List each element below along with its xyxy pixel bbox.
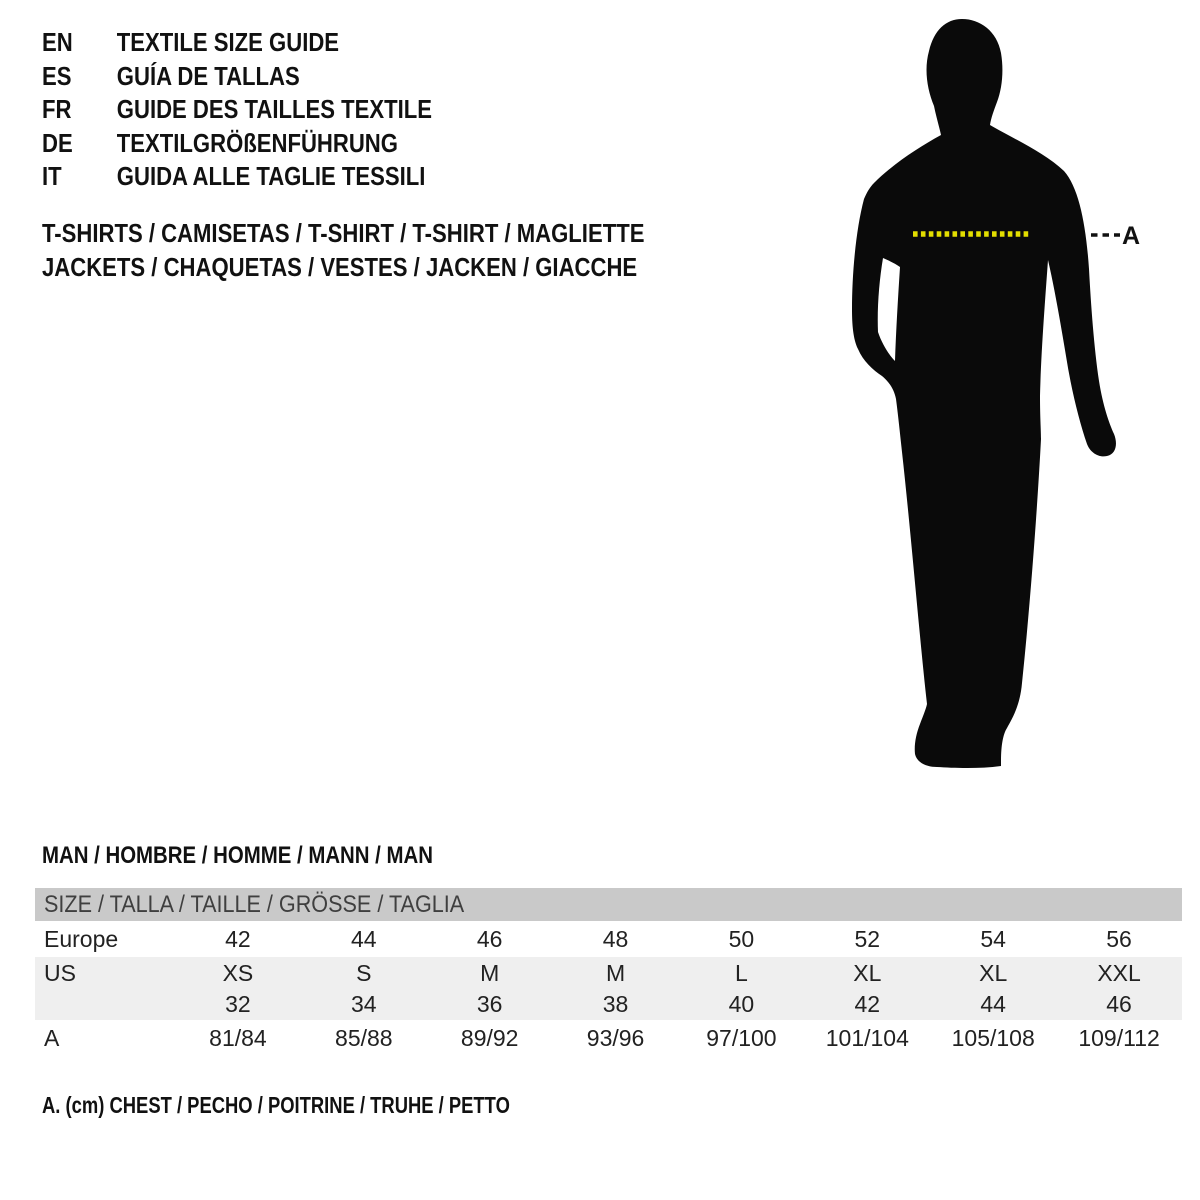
table-cell: 50 bbox=[728, 925, 755, 952]
table-cell: 93/96 bbox=[586, 1024, 645, 1051]
measurement-legend bbox=[42, 1092, 627, 1119]
table-cell: 32 bbox=[225, 991, 251, 1017]
language-row bbox=[42, 60, 501, 94]
table-cell: XXL bbox=[1097, 959, 1141, 986]
language-label: TEXTILE SIZE GUIDE bbox=[116, 27, 340, 58]
table-cell: 36 bbox=[476, 991, 503, 1017]
language-label: GUIDE DES TAILLES TEXTILE bbox=[116, 94, 432, 125]
measure-label-a: A bbox=[1122, 222, 1141, 250]
table-cell: 109/112 bbox=[1078, 1024, 1160, 1051]
man-silhouette-icon bbox=[850, 15, 1150, 785]
table-cell: 48 bbox=[602, 925, 629, 952]
garment-categories bbox=[42, 216, 751, 284]
language-code: ES bbox=[42, 60, 72, 91]
table-cell: 97/100 bbox=[706, 1024, 777, 1051]
row-label: A bbox=[44, 1024, 60, 1051]
table-cell: XL bbox=[853, 959, 882, 986]
table-cell: S bbox=[356, 959, 372, 986]
language-code: DE bbox=[42, 127, 73, 158]
table-row-europe bbox=[35, 921, 1182, 957]
table-cell: 46 bbox=[476, 925, 503, 952]
language-code: FR bbox=[42, 94, 72, 125]
table-cell: 89/92 bbox=[460, 1024, 519, 1051]
row-label: Europe bbox=[44, 925, 119, 952]
measurement-figure bbox=[850, 15, 1150, 785]
language-row bbox=[42, 93, 501, 127]
size-table-header-label: SIZE / TALLA / TAILLE / GRÖSSE / TAGLIA bbox=[44, 890, 465, 918]
size-table-header bbox=[35, 888, 1182, 921]
measurement-legend-text: A. (cm) CHEST / PECHO / POITRINE / TRUHE / PETTO bbox=[42, 1092, 510, 1118]
table-cell: 101/104 bbox=[825, 1024, 909, 1051]
table-cell: 81/84 bbox=[209, 1024, 267, 1051]
table-cell: XS bbox=[222, 959, 254, 986]
table-cell: M bbox=[605, 959, 626, 986]
language-code: EN bbox=[42, 27, 73, 58]
row-label: US bbox=[44, 959, 76, 986]
table-cell: L bbox=[735, 959, 748, 986]
table-cell: 38 bbox=[602, 991, 629, 1017]
table-cell: 44 bbox=[980, 991, 1006, 1017]
table-cell: 40 bbox=[728, 991, 755, 1017]
table-cell: 34 bbox=[351, 991, 377, 1017]
table-cell: 46 bbox=[1106, 991, 1132, 1017]
table-cell: 56 bbox=[1106, 925, 1132, 952]
category-tshirts: T-SHIRTS / CAMISETAS / T-SHIRT / T-SHIRT / MAGLIETTE bbox=[42, 217, 645, 248]
table-cell: 42 bbox=[225, 925, 251, 952]
language-row bbox=[42, 160, 501, 194]
language-legend bbox=[42, 26, 501, 194]
language-label: GUIDA ALLE TAGLIE TESSILI bbox=[116, 161, 426, 192]
language-code: IT bbox=[42, 161, 62, 192]
language-row bbox=[42, 127, 501, 161]
table-row-chest-a bbox=[35, 1020, 1182, 1056]
table-cell: M bbox=[480, 959, 500, 986]
language-label: GUÍA DE TALLAS bbox=[116, 60, 300, 91]
table-cell: 105/108 bbox=[951, 1024, 1035, 1051]
table-cell: 85/88 bbox=[335, 1024, 393, 1051]
table-cell: XL bbox=[979, 959, 1008, 986]
table-cell: 52 bbox=[854, 925, 881, 952]
table-cell: 54 bbox=[980, 925, 1006, 952]
size-table bbox=[35, 888, 1182, 1056]
section-title-man: MAN / HOMBRE / HOMME / MANN / MAN bbox=[42, 842, 433, 869]
table-cell: 44 bbox=[351, 925, 377, 952]
language-row bbox=[42, 26, 501, 60]
language-label: TEXTILGRÖßENFÜHRUNG bbox=[116, 127, 398, 158]
table-row-numeric bbox=[35, 989, 1182, 1020]
category-jackets: JACKETS / CHAQUETAS / VESTES / JACKEN / GIACCHE bbox=[42, 251, 638, 282]
table-cell: 42 bbox=[854, 991, 881, 1017]
table-row-us bbox=[35, 957, 1182, 989]
